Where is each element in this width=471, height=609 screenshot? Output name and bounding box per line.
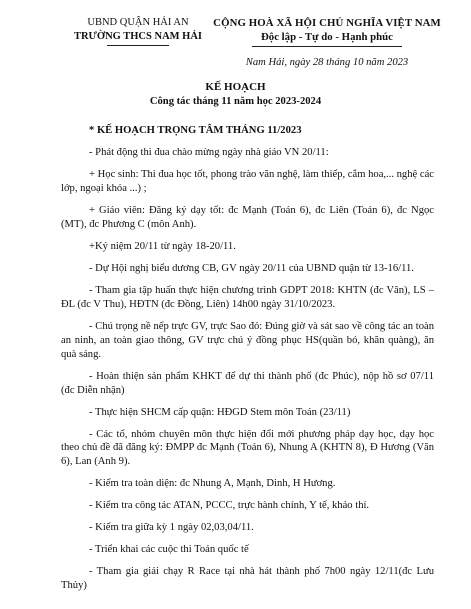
plan-item: - Tham gia giải chạy R Race tại nhà hát thành phố 7h00 ngày 12/11(đc Lưu Thủy): [61, 566, 434, 592]
org-underline: [107, 45, 169, 46]
plan-item: - Chú trọng nề nếp trực GV, trực Sao đỏ: Đúng giờ và sát sao về công tác an toàn an ninh, an toàn giao thông, GV trực chú ý đồng phục HS(quần bó, khăn quàng), ăn quà sáng.: [61, 320, 434, 360]
section-heading: * KẾ HOẠCH TRỌNG TÂM THÁNG 11/2023: [89, 125, 302, 136]
plan-item: - Kiểm tra công tác ATAN, PCCC, trực hành chính, Y tế, khảo thí.: [89, 500, 370, 512]
plan-item: - Triển khai các cuộc thi Toán quốc tế: [89, 544, 249, 556]
plan-item: - Kiểm tra toàn diện: đc Nhung A, Mạnh, Dinh, H Hương.: [89, 478, 336, 490]
org-line-1: UBND QUẬN HẢI AN: [87, 17, 189, 28]
document-body: [61, 124, 434, 601]
plan-item: - Thực hiện SHCM cấp quận: HĐGD Stem môn Toán (23/11): [89, 406, 351, 418]
national-header: [200, 16, 454, 69]
motto: Độc lập - Tự do - Hạnh phúc: [261, 31, 393, 44]
plan-item: - Tham gia tập huấn thực hiện chương trình GDPT 2018: KHTN (đc Vân), LS – ĐL (đc V Thu), HĐTN (đc Đồng, Liên) 14h00 ngày 31/10/2023.: [61, 284, 434, 310]
plan-item: +Kỷ niệm 20/11 từ ngày 18-20/11.: [89, 240, 236, 252]
org-line-2: TRƯỜNG THCS NAM HẢI: [73, 30, 203, 42]
plan-item: - Kiểm tra giữa kỳ 1 ngày 02,03,04/11.: [89, 522, 254, 534]
plan-item: + Giáo viên: Đăng ký dạy tốt: đc Mạnh (Toán 6), đc Liên (Toán 6), đc Ngọc (MT), đc Phương C (môn Anh).: [61, 204, 434, 230]
plan-item: + Học sinh: Thi đua học tốt, phong trào văn nghệ, làm thiếp, cắm hoa,... nghệ các lớp, ngoại khóa ...) ;: [61, 168, 434, 194]
issuing-organization: [58, 16, 218, 46]
motto-underline: [252, 46, 402, 47]
title-sub: Công tác tháng 11 năm học 2023-2024: [149, 95, 322, 107]
title-main: KẾ HOẠCH: [205, 81, 266, 93]
plan-item: - Các tổ, nhóm chuyên môn thực hiện đổi mới phương pháp dạy học, dạy học theo chủ đề đã đăng ký: ĐMPP đc Mạnh (Toán 6), Nhung A (KHTN 8), Đ Hương (Văn 6), Lan (Anh 9).: [61, 428, 434, 468]
document-title: [0, 80, 471, 108]
nation-title: CỘNG HOÀ XÃ HỘI CHỦ NGHĨA VIỆT NAM: [213, 17, 441, 29]
plan-item: - Phát động thi đua chào mừng ngày nhà giáo VN 20/11:: [89, 146, 329, 158]
place-date: Nam Hải, ngày 28 tháng 10 năm 2023: [245, 56, 409, 68]
plan-item: - Hoàn thiện sản phẩm KHKT để dự thi thành phố (đc Phúc), nộp hồ sơ 07/11 (đc Diễn nhận): [61, 370, 434, 396]
plan-item: - Dự Hội nghị biểu dương CB, GV ngày 20/11 của UBND quận từ 13-16/11.: [89, 262, 414, 274]
